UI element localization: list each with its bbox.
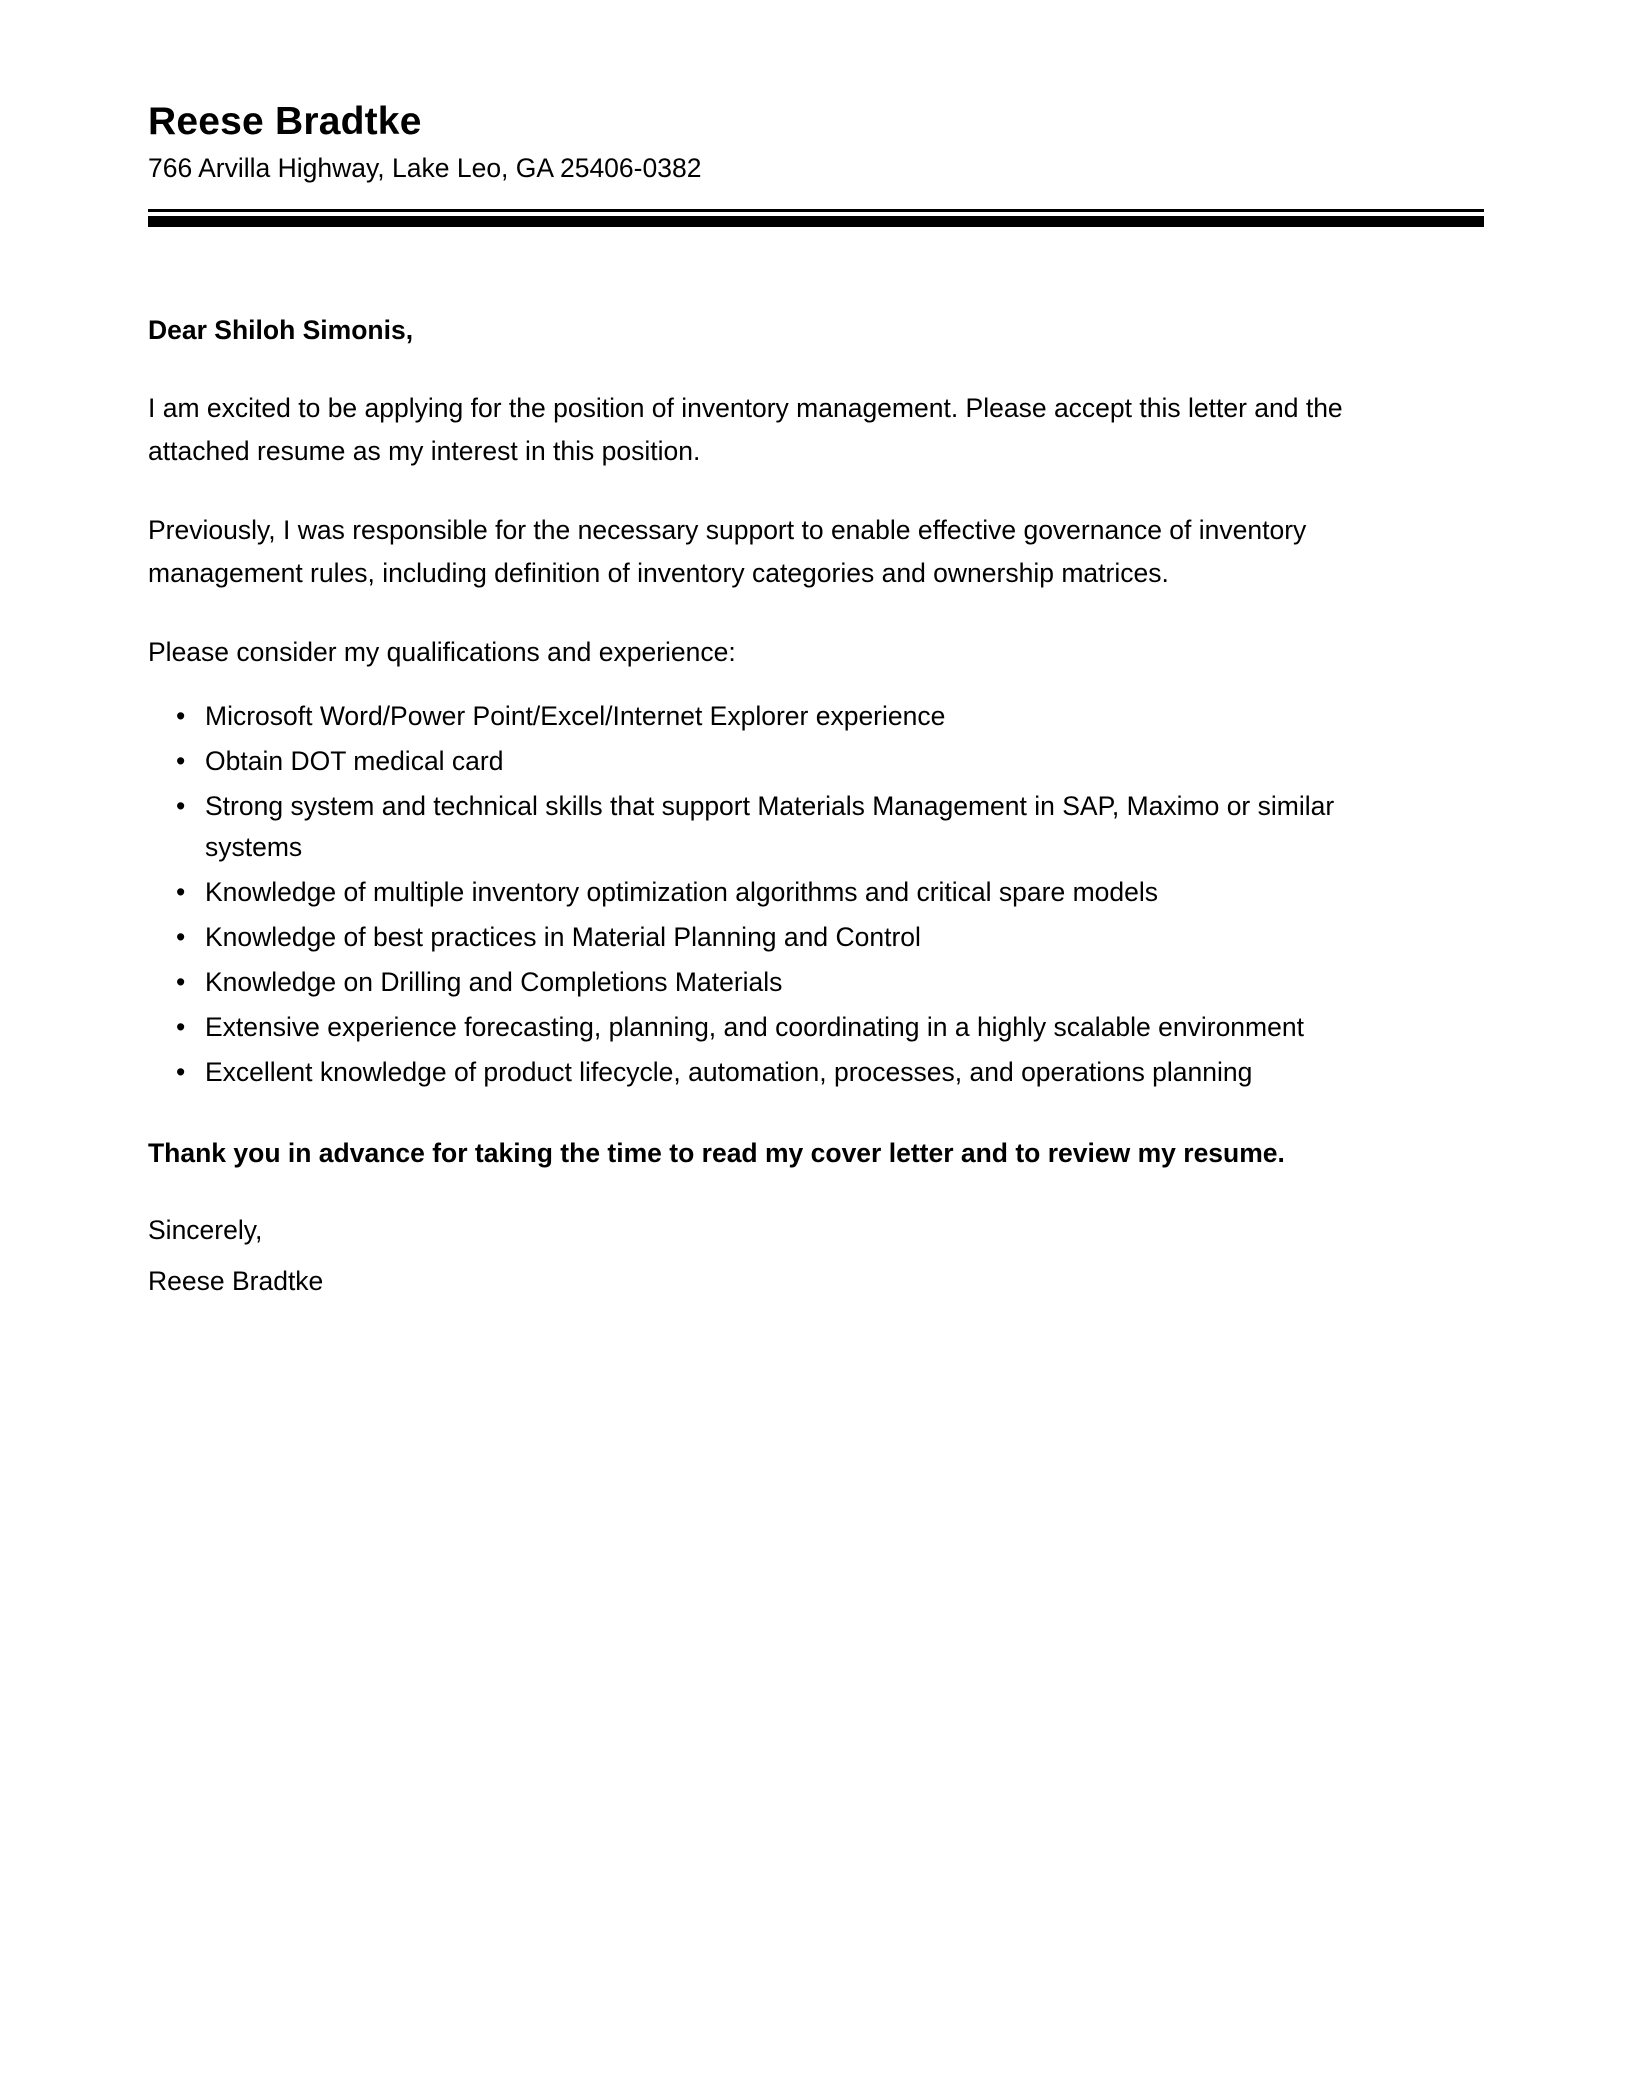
list-item-label: Extensive experience forecasting, planning, and coordinating in a highly scalable environment	[205, 1012, 1304, 1043]
signoff	[148, 1210, 1438, 1302]
signoff-closing: Sincerely,	[148, 1215, 263, 1246]
document-content	[148, 0, 1484, 1302]
list-item	[148, 1007, 1430, 1048]
list-item	[148, 962, 1430, 1003]
bullet-icon: •	[176, 876, 186, 907]
bullet-icon: •	[176, 745, 186, 776]
bullet-icon: •	[176, 1057, 186, 1088]
list-item-label: Knowledge on Drilling and Completions Materials	[205, 967, 783, 998]
list-item	[148, 696, 1430, 737]
letter-body	[148, 311, 1438, 1303]
list-item-label: Knowledge of best practices in Material Planning and Control	[205, 921, 921, 952]
list-item-label: Knowledge of multiple inventory optimization algorithms and critical spare models	[205, 876, 1158, 907]
list-item	[148, 1052, 1430, 1093]
list-item	[148, 741, 1430, 782]
list-item	[148, 917, 1430, 958]
body-paragraph-1: I am excited to be applying for the position of inventory management. Please accept this letter and the attached resume as my interest in this position.	[148, 393, 1343, 466]
list-item-label: Obtain DOT medical card	[205, 745, 504, 776]
qualifications-intro: Please consider my qualifications and experience:	[148, 636, 736, 667]
letterhead	[148, 0, 1484, 227]
body-paragraph-2: Previously, I was responsible for the necessary support to enable effective governance of inventory management rules, including definition of inventory categories and ownership matrices.	[148, 514, 1307, 588]
letterhead-divider	[148, 209, 1484, 227]
bullet-icon: •	[176, 967, 186, 998]
list-item-label: Excellent knowledge of product lifecycle, automation, processes, and operations planning	[205, 1057, 1253, 1088]
bullet-icon: •	[176, 921, 186, 952]
list-item-label: Strong system and technical skills that support Materials Management in SAP, Maximo or similar systems	[205, 790, 1335, 862]
signoff-name: Reese Bradtke	[148, 1266, 324, 1297]
list-item	[148, 872, 1430, 913]
list-item-label: Microsoft Word/Power Point/Excel/Internet Explorer experience	[205, 700, 946, 731]
list-item	[148, 786, 1430, 868]
bullet-icon: •	[176, 1012, 186, 1043]
sender-name: Reese Bradtke	[148, 100, 422, 143]
divider-thick-bar	[148, 216, 1484, 227]
qualifications-list	[148, 696, 1438, 1094]
sender-address: 766 Arvilla Highway, Lake Leo, GA 25406-0382	[148, 152, 702, 183]
bullet-icon: •	[176, 790, 186, 821]
bullet-icon: •	[176, 700, 186, 731]
closing-thanks: Thank you in advance for taking the time to read my cover letter and to review my resume.	[148, 1138, 1285, 1169]
salutation: Dear Shiloh Simonis,	[148, 314, 414, 345]
